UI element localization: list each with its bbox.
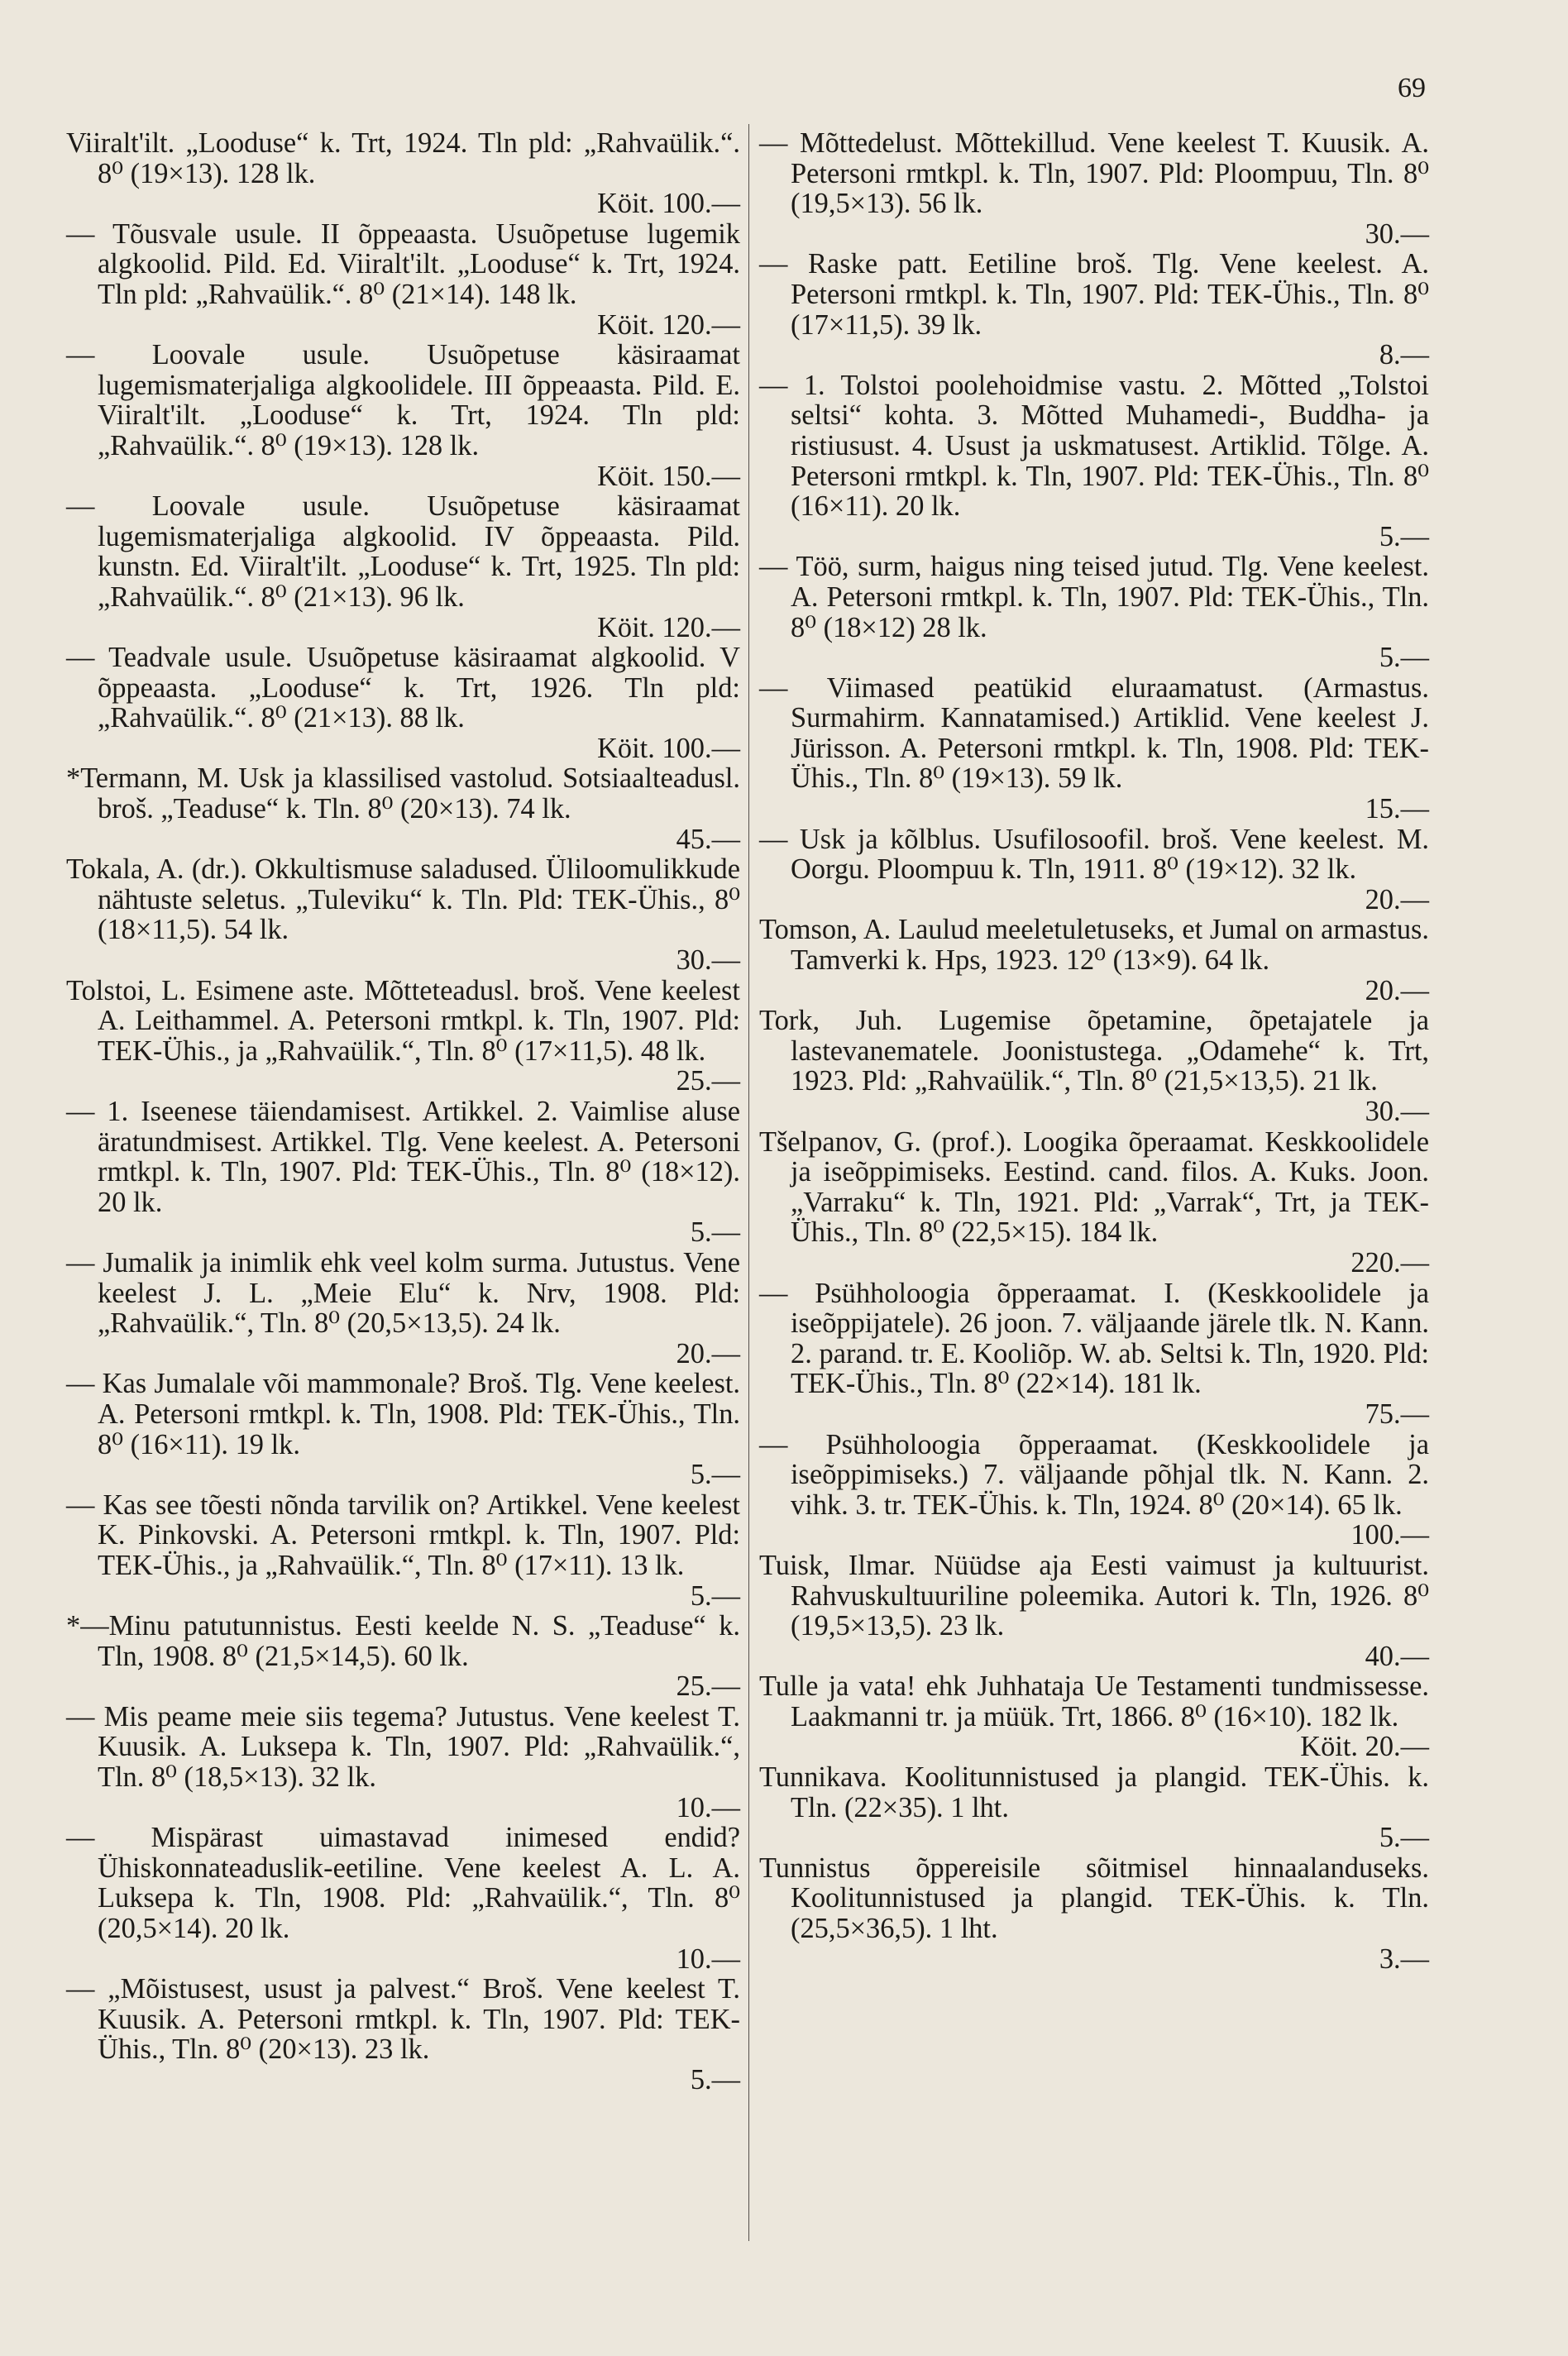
entry-text: Tomson, A. Laulud meeletuletuseks, et Jumal on armastus. Tamverki k. Hps, 1923. 12⁰ (13×9). 64 lk. (759, 914, 1429, 977)
entry-text: Tuisk, Ilmar. Nüüdse aja Eesti vaimust ja kultuurist. Rahvuskultuuriline poleemika. Autori k. Tln, 1926. 8⁰ (19,5×13,5). 23 lk. (759, 1549, 1429, 1642)
entry-price: 45.— (676, 823, 740, 855)
entry-price: Köit. 20.— (1300, 1731, 1429, 1763)
catalog-entry (66, 1702, 740, 1823)
entry-price: 15.— (1365, 793, 1429, 825)
catalog-entry (66, 1823, 740, 1974)
catalog-entry (759, 824, 1429, 915)
entry-text: Tšelpanov, G. (prof.). Loogika õperaamat. Keskkoolidele ja iseõppimiseks. Eestind. cand. filos. A. Kuks. Joon. „Varraku“ k. Tln, 1921. Pld: „Varrak“, Trt, ja TEK-Ühis., Tln. 8⁰ (22,5×15). 184 lk. (759, 1125, 1429, 1249)
entry-text: — Töö, surm, haigus ning teised jutud. Tlg. Vene keelest. A. Petersoni rmtkpl. k. Tln, 1907. Pld: TEK-Ühis., Tln. 8⁰ (18×12) 28 lk. (759, 551, 1429, 643)
catalog-entry (759, 1430, 1429, 1551)
catalog-entry (66, 976, 740, 1097)
entry-price: Köit. 100.— (597, 188, 740, 220)
page-number: 69 (1398, 73, 1426, 103)
entry-text: — Mõttedelust. Mõttekillud. Vene keelest T. Kuusik. A. Petersoni rmtkpl. k. Tln, 1907. Pld: Ploompuu, Tln. 8⁰ (19,5×13). 56 lk. (759, 127, 1429, 220)
entry-text: — 1. Iseenese täiendamisest. Artikkel. 2. Vaimlise aluse äratundmisest. Artikkel. Tlg. Vene keelest. A. Petersoni rmtkpl. k. Tln, 1907. Pld: TEK-Ühis., Tln. 8⁰ (18×12). 20 lk. (66, 1096, 740, 1218)
catalog-entry (66, 491, 740, 643)
entry-price: 100.— (1350, 1519, 1429, 1551)
entry-price: 25.— (676, 1065, 740, 1097)
entry-text: — Tõusvale usule. II õppeaasta. Usuõpetuse lugemik algkoolid. Pild. Ed. Viiralt'ilt. „Looduse“ k. Trt, 1924. Tln pld: „Rahvaülik.“. 8⁰ (21×14). 148 lk. (66, 217, 740, 310)
entry-price: 5.— (1379, 520, 1429, 552)
entry-text: — Viimased peatükid eluraamatust. (Armastus. Surmahirm. Kannatamised.) Artiklid. Vene keelest J. Jürisson. A. Petersoni rmtkpl. k. Tln, 1908. Pld: TEK-Ühis., Tln. 8⁰ (19×13). 59 lk. (759, 671, 1429, 795)
catalog-entry (759, 128, 1429, 249)
catalog-entry (66, 128, 740, 219)
left-column (66, 128, 740, 2096)
catalog-entry (759, 1762, 1429, 1853)
entry-price: Köit. 120.— (597, 308, 740, 341)
entry-text: — Psühholoogia õpperaamat. I. (Keskkoolidele ja iseõppijatele). 26 joon. 7. väljaande järele tlk. N. Kann. 2. parand. tr. E. Kooliõp. W. ab. Seltsi k. Tln, 1920. Pld: TEK-Ühis., Tln. 8⁰ (22×14). 181 lk. (759, 1277, 1429, 1400)
entry-text: — „Mõistusest, usust ja palvest.“ Broš. Vene keelest T. Kuusik. A. Petersoni rmtkpl. k. Tln, 1907. Pld: TEK-Ühis., Tln. 8⁰ (20×13). 23 lk. (66, 1973, 740, 2066)
entry-price: Köit. 100.— (597, 732, 740, 764)
catalog-entry (66, 854, 740, 975)
entry-price: 5.— (1379, 642, 1429, 674)
catalog-entry (759, 673, 1429, 824)
catalog-entry (66, 219, 740, 340)
entry-text: — Jumalik ja inimlik ehk veel kolm surma. Jutustus. Vene keelest J. L. „Meie Elu“ k. Nrv, 1908. Pld: „Rahvaülik.“, Tln. 8⁰ (20,5×13,5). 24 lk. (66, 1246, 740, 1340)
entry-price: 75.— (1365, 1398, 1429, 1430)
catalog-entry (759, 915, 1429, 1006)
entry-price: 5.— (690, 1579, 740, 1612)
catalog-entry (66, 1490, 740, 1611)
catalog-entry (66, 340, 740, 491)
entry-price: 5.— (1379, 1822, 1429, 1854)
catalog-entry (759, 1006, 1429, 1126)
catalog-entry (66, 1248, 740, 1369)
entry-text: Tolstoi, L. Esimene aste. Mõtteteadusl. broš. Vene keelest A. Leithammel. A. Petersoni rmtkpl. k. Tln, 1907. Pld: TEK-Ühis., ja „Rahvaülik.“, Tln. 8⁰ (17×11,5). 48 lk. (66, 974, 740, 1067)
entry-price: Köit. 150.— (597, 460, 740, 492)
entry-price: 30.— (676, 944, 740, 977)
column-divider (748, 124, 749, 2241)
catalog-entry (66, 1097, 740, 1248)
entry-text: — Usk ja kõlblus. Usufilosoofil. broš. Vene keelest. M. Oorgu. Ploompuu k. Tln, 1911. 8⁰ (19×12). 32 lk. (759, 823, 1429, 886)
catalog-entry (66, 1974, 740, 2095)
entry-text: — Loovale usule. Usuõpetuse käsiraamat lugemismaterjaliga algkoolid. IV õppeaasta. Pild. kunstn. Ed. Viiralt'ilt. „Looduse“ k. Trt, 1925. Tln pld: „Rahvaülik.“. 8⁰ (21×13). 96 lk. (66, 490, 740, 613)
entry-text: — Mis peame meie siis tegema? Jutustus. Vene keelest T. Kuusik. A. Luksepa k. Tln, 1907. Pld: „Rahvaülik.“, Tln. 8⁰ (18,5×13). 32 lk. (66, 1700, 740, 1794)
catalog-entry (759, 552, 1429, 672)
entry-price: 25.— (676, 1670, 740, 1703)
catalog-entry (759, 1671, 1429, 1762)
entry-price: 5.— (690, 2064, 740, 2096)
entry-text: — Teadvale usule. Usuõpetuse käsiraamat algkoolid. V õppeaasta. „Looduse“ k. Trt, 1926. Tln pld: „Rahvaülik.“. 8⁰ (21×13). 88 lk. (66, 642, 740, 734)
entry-text: — Psühholoogia õpperaamat. (Keskkoolidele ja iseõppimiseks.) 7. väljaande põhjal tlk. N. Kann. 2. vihk. 3. tr. TEK-Ühis. k. Tln, 1924. 8⁰ (20×14). 65 lk. (759, 1428, 1429, 1521)
entry-price: 20.— (1365, 974, 1429, 1006)
right-column (759, 128, 1429, 1974)
entry-price: 8.— (1379, 339, 1429, 371)
catalog-entry (759, 249, 1429, 370)
entry-price: 10.— (676, 1943, 740, 1975)
entry-price: 5.— (690, 1459, 740, 1491)
entry-price: 40.— (1365, 1640, 1429, 1672)
catalog-entry (759, 1127, 1429, 1278)
entry-price: 10.— (676, 1791, 740, 1823)
entry-text: — Kas Jumalale või mammonale? Broš. Tlg. Vene keelest. A. Petersoni rmtkpl. k. Tln, 1908. Pld: TEK-Ühis., Tln. 8⁰ (16×11). 19 lk. (66, 1368, 740, 1460)
entry-text: Tunnistus õppereisile sõitmisel hinnaalanduseks. Koolitunnistused ja plangid. TEK-Ühis. k. Tln. (25,5×36,5). 1 lht. (759, 1852, 1429, 1945)
entry-text: Tokala, A. (dr.). Okkultismuse saladused. Üliloomulikkude nähtuste seletus. „Tuleviku“ k. Tln. Pld: TEK-Ühis., 8⁰ (18×11,5). 54 lk. (66, 853, 740, 946)
entry-text: *Termann, M. Usk ja klassilised vastolud. Sotsiaalteadusl. broš. „Teaduse“ k. Tln. 8⁰ (20×13). 74 lk. (66, 762, 740, 825)
catalog-entry (759, 1853, 1429, 1974)
catalog-entry (759, 1551, 1429, 1671)
entry-text: — Loovale usule. Usuõpetuse käsiraamat lugemismaterjaliga algkoolidele. III õppeaasta. Pild. E. Viiralt'ilt. „Looduse“ k. Trt, 1924. Tln pld: „Rahvaülik.“. 8⁰ (19×13). 128 lk. (66, 339, 740, 461)
entry-text: — Raske patt. Eetiline broš. Tlg. Vene keelest. A. Petersoni rmtkpl. k. Tln, 1907. Pld: TEK-Ühis., Tln. 8⁰ (17×11,5). 39 lk. (759, 248, 1429, 341)
entry-price: 30.— (1365, 217, 1429, 250)
entry-text: — Mispärast uimastavad inimesed endid? Ühiskonnateaduslik-eetiline. Vene keelest A. L. A. Luksepa k. Tln, 1908. Pld: „Rahvaülik.“, Tln. 8⁰ (20,5×14). 20 lk. (66, 1822, 740, 1945)
entry-price: 30.— (1365, 1096, 1429, 1127)
catalog-entry (66, 643, 740, 763)
catalog-entry (66, 1369, 740, 1489)
entry-price: 20.— (1365, 883, 1429, 915)
catalog-entry (759, 1278, 1429, 1430)
entry-price: 5.— (690, 1216, 740, 1249)
entry-text: Viiralt'ilt. „Looduse“ k. Trt, 1924. Tln pld: „Rahvaülik.“. 8⁰ (19×13). 128 lk. (66, 127, 740, 189)
entry-text: Tulle ja vata! ehk Juhhataja Ue Testamenti tundmissesse. Laakmanni tr. ja müük. Trt, 1866. 8⁰ (16×10). 182 lk. (759, 1670, 1429, 1732)
entry-price: Köit. 120.— (597, 611, 740, 643)
catalog-entry (66, 1611, 740, 1702)
entry-text: Tork, Juh. Lugemise õpetamine, õpetajatele ja lastevanematele. Joonistustega. „Odamehe“ k. Trt, 1923. Pld: „Rahvaülik.“, Tln. 8⁰ (21,5×13,5). 21 lk. (759, 1005, 1429, 1097)
entry-text: Tunnikava. Koolitunnistused ja plangid. TEK-Ühis. k. Tln. (22×35). 1 lht. (759, 1761, 1429, 1823)
entry-price: 20.— (676, 1337, 740, 1369)
entry-text: *—Minu patutunnistus. Eesti keelde N. S. „Teaduse“ k. Tln, 1908. 8⁰ (21,5×14,5). 60 lk. (66, 1610, 740, 1672)
catalog-entry (66, 763, 740, 854)
entry-price: 220.— (1350, 1246, 1429, 1278)
entry-text: — Kas see tõesti nõnda tarvilik on? Artikkel. Vene keelest K. Pinkovski. A. Petersoni rmtkpl. k. Tln, 1907. Pld: TEK-Ühis., ja „Rahvaülik.“, Tln. 8⁰ (17×11). 13 lk. (66, 1489, 740, 1581)
catalog-entry (759, 370, 1429, 552)
entry-price: 3.— (1379, 1943, 1429, 1975)
entry-text: — 1. Tolstoi poolehoidmise vastu. 2. Mõtted „Tolstoi seltsi“ kohta. 3. Mõtted Muhamedi-, Buddha- ja ristiusust. 4. Usust ja uskmatusest. Artiklid. Tõlge. A. Petersoni rmtkpl. k. Tln, 1907. Pld: TEK-Ühis., Tln. 8⁰ (16×11). 20 lk. (759, 369, 1429, 523)
